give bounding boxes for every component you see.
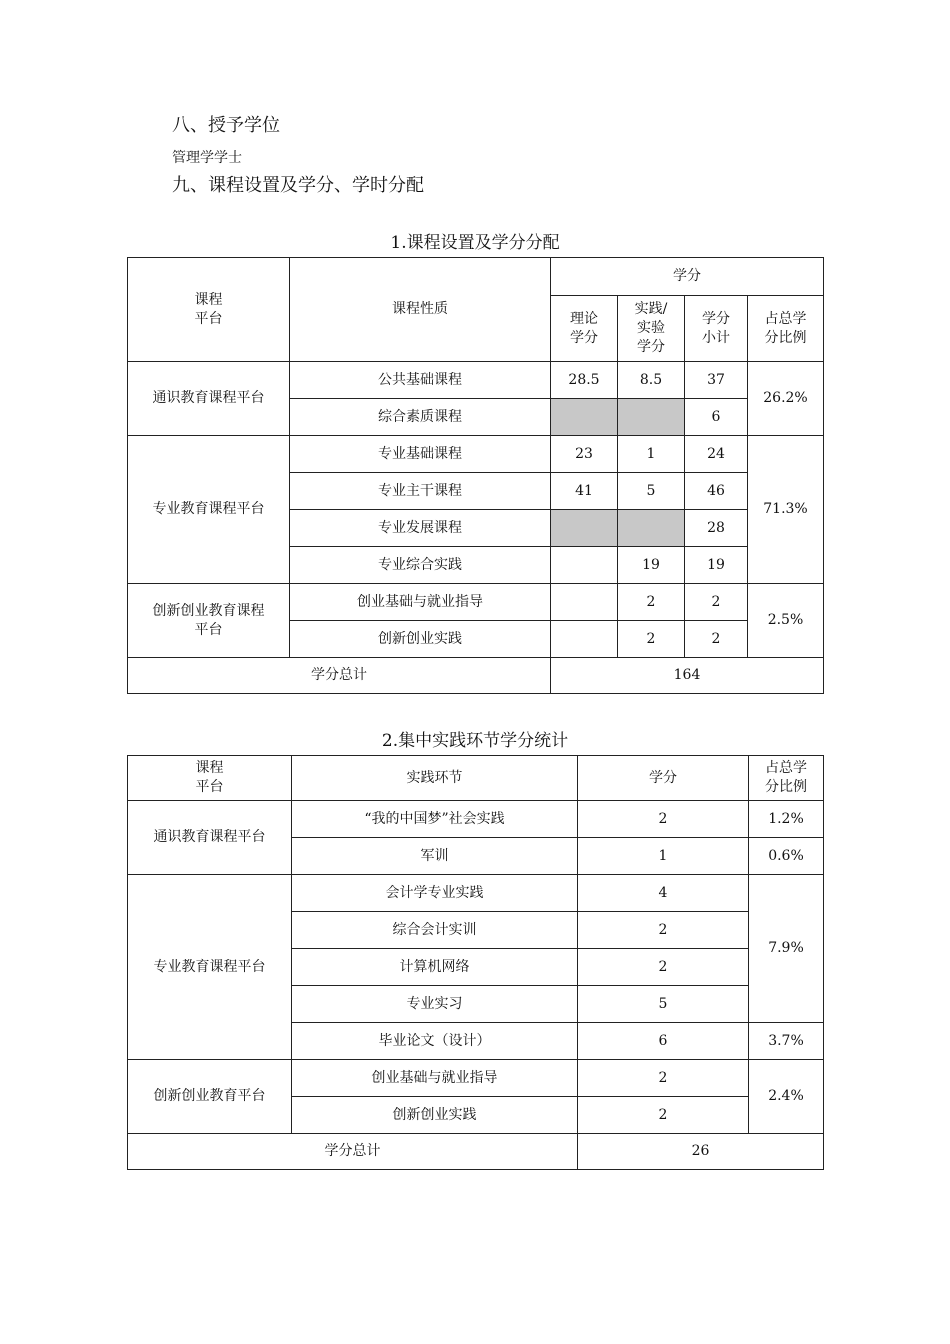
practice-cell: 5 [618,473,685,510]
practice-cell: 2 [618,621,685,658]
theory-cell [551,584,618,621]
degree-text: 管理学学士 [172,150,242,166]
header-ratio: 占总学 分比例 [748,296,824,362]
theory-cell: 23 [551,436,618,473]
table-row [128,584,824,621]
total-row [128,658,824,694]
shaded-cell [618,510,685,547]
ratio-cell: 2.4% [749,1060,824,1134]
link-cell: 创业基础与就业指导 [292,1060,578,1097]
subtotal-cell: 46 [685,473,748,510]
nature-cell: 综合素质课程 [290,399,551,436]
practice-cell: 19 [618,547,685,584]
table-row [128,362,824,399]
nature-cell: 专业发展课程 [290,510,551,547]
ratio-cell: 7.9% [749,875,824,1023]
header-platform: 课程 平台 [128,258,290,362]
subtotal-cell: 2 [685,584,748,621]
total-label: 学分总计 [128,1134,578,1170]
shaded-cell [551,510,618,547]
theory-cell: 41 [551,473,618,510]
link-cell: 计算机网络 [292,949,578,986]
header-nature: 课程性质 [290,258,551,362]
header-platform: 课程 平台 [128,756,292,801]
credits-cell: 1 [578,838,749,875]
nature-cell: 专业综合实践 [290,547,551,584]
curriculum-heading: 九、课程设置及学分、学时分配 [172,175,424,196]
platform-cell: 通识教育课程平台 [128,801,292,875]
ratio-cell: 71.3% [748,436,824,584]
platform-cell: 创新创业教育平台 [128,1060,292,1134]
link-cell: 军训 [292,838,578,875]
shaded-cell [618,399,685,436]
practice-cell: 1 [618,436,685,473]
nature-cell: 创新创业实践 [290,621,551,658]
nature-cell: 公共基础课程 [290,362,551,399]
header-credits: 学分 [578,756,749,801]
subtotal-cell: 24 [685,436,748,473]
nature-cell: 创业基础与就业指导 [290,584,551,621]
table-row [128,436,824,473]
header-theory: 理论 学分 [551,296,618,362]
subtotal-cell: 19 [685,547,748,584]
credits-cell: 2 [578,949,749,986]
credits-cell: 5 [578,986,749,1023]
table-row [128,1060,824,1097]
practice-cell: 2 [618,584,685,621]
total-label: 学分总计 [128,658,551,694]
link-cell: 创新创业实践 [292,1097,578,1134]
subtotal-cell: 6 [685,399,748,436]
subtotal-cell: 28 [685,510,748,547]
table-header-row [128,258,824,296]
header-ratio: 占总学 分比例 [749,756,824,801]
total-row [128,1134,824,1170]
subtotal-cell: 2 [685,621,748,658]
link-cell: 专业实习 [292,986,578,1023]
table-row [128,801,824,838]
theory-cell [551,547,618,584]
header-credits: 学分 [551,258,824,296]
link-cell: 综合会计实训 [292,912,578,949]
degree-heading: 八、授予学位 [172,115,280,136]
theory-cell: 28.5 [551,362,618,399]
nature-cell: 专业主干课程 [290,473,551,510]
credits-cell: 2 [578,801,749,838]
credits-cell: 2 [578,1060,749,1097]
link-cell: 会计学专业实践 [292,875,578,912]
practice-cell: 8.5 [618,362,685,399]
platform-cell: 创新创业教育课程 平台 [128,584,290,658]
table-row [128,875,824,912]
ratio-cell: 1.2% [749,801,824,838]
link-cell: “我的中国梦”社会实践 [292,801,578,838]
header-link: 实践环节 [292,756,578,801]
platform-cell: 专业教育课程平台 [128,875,292,1060]
ratio-cell: 0.6% [749,838,824,875]
theory-cell [551,621,618,658]
table-header-row [128,756,824,801]
credit-allocation-table [127,257,824,694]
platform-cell: 专业教育课程平台 [128,436,290,584]
nature-cell: 专业基础课程 [290,436,551,473]
credits-cell: 4 [578,875,749,912]
total-value: 26 [578,1134,824,1170]
ratio-cell: 26.2% [748,362,824,436]
ratio-cell: 2.5% [748,584,824,658]
practice-credit-table [127,755,824,1170]
credits-cell: 6 [578,1023,749,1060]
table1-caption: 1.课程设置及学分分配 [390,233,560,253]
header-subtotal: 学分 小计 [685,296,748,362]
platform-cell: 通识教育课程平台 [128,362,290,436]
table2-caption: 2.集中实践环节学分统计 [381,731,569,751]
header-practice: 实践/ 实验 学分 [618,296,685,362]
shaded-cell [551,399,618,436]
ratio-cell: 3.7% [749,1023,824,1060]
credits-cell: 2 [578,1097,749,1134]
link-cell: 毕业论文（设计） [292,1023,578,1060]
credits-cell: 2 [578,912,749,949]
total-value: 164 [551,658,824,694]
subtotal-cell: 37 [685,362,748,399]
